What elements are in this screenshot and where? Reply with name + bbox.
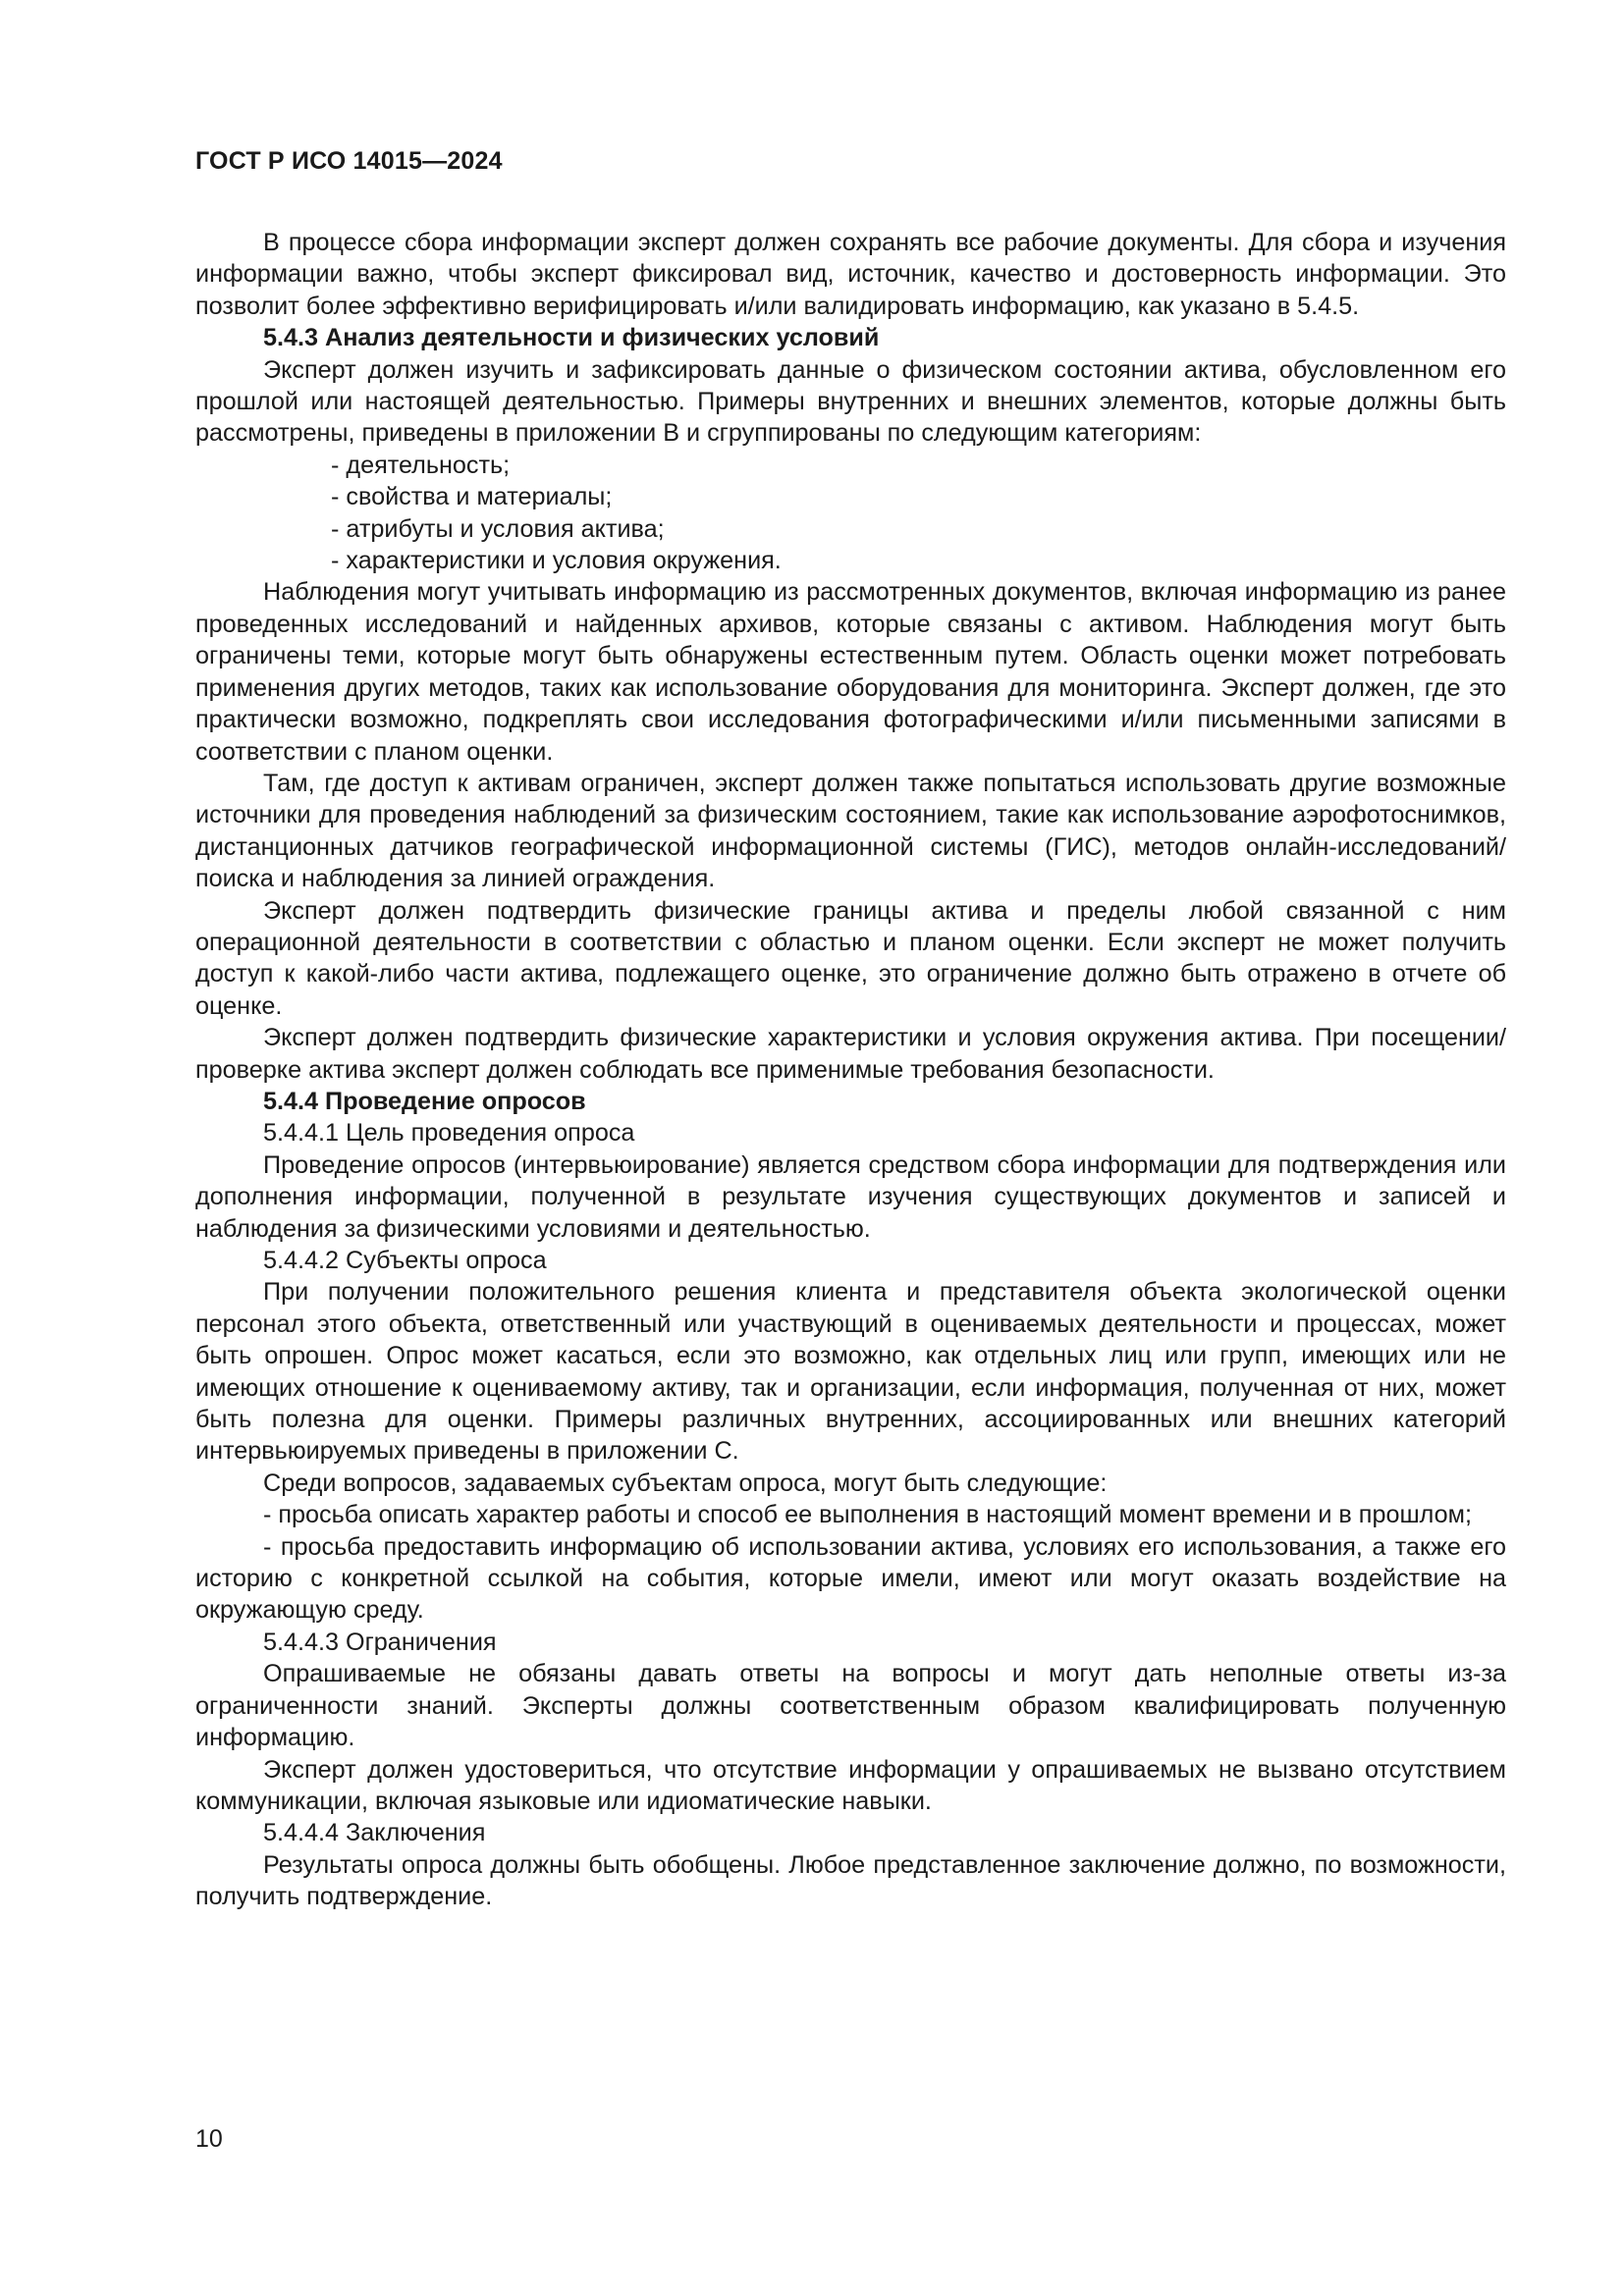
paragraph: Эксперт должен подтвердить физические границы актива и пределы любой связанной с ним операционной деятельности в соответствии с областью и планом оценки. Если эксперт не может получить доступ к какой-либо части актива, подлежащего оценке, это ограничение должно быть отражено в отчете об оценке. [195,896,1506,1020]
list-item: - деятельность; [331,451,511,479]
paragraph: Эксперт должен подтвердить физические характеристики и условия окружения актива. При посещении/проверке актива эксперт должен соблюдать все применимые требования безопасности. [195,1024,1506,1084]
section-heading-5-4-3: 5.4.3 Анализ деятельности и физических условий [263,324,880,352]
list-item: - свойства и материалы; [331,483,613,511]
subsection-heading-5-4-4-1: 5.4.4.1 Цель проведения опроса [263,1119,635,1148]
subsection-heading-5-4-4-2: 5.4.4.2 Субъекты опроса [263,1247,547,1274]
paragraph: Наблюдения могут учитывать информацию из рассмотренных документов, включая информацию из ранее проведенных исследований и найденных архивов, которые связаны с активом. Наблюдения могут быть ограничены теми, которые могут быть обнаружены естественным путем. Область оценки может потребовать применения других методов, таких как использование оборудования для мониторинга. Эксперт должен, где это практически возможно, подкреплять свои исследования фотографическими и/или письменными записями в соответствии с планом оценки. [195,578,1506,766]
paragraph: В процессе сбора информации эксперт должен сохранять все рабочие документы. Для сбора и изучения информации важно, чтобы эксперт фиксировал вид, источник, качество и достоверность информации. Это позволит более эффективно верифицировать и/или валидировать информацию, как указано в 5.4.5. [195,229,1506,320]
paragraph: Эксперт должен изучить и зафиксировать данные о физическом состоянии актива, обусловленном его прошлой или настоящей деятельностью. Примеры внутренних и внешних элементов, которые должны быть рассмотрены, приведены в приложении В и сгруппированы по следующим категориям: [195,355,1506,448]
paragraph: Эксперт должен удостовериться, что отсутствие информации у опрашиваемых не вызвано отсутствием коммуникации, включая языковые или идиоматические навыки. [195,1755,1506,1815]
subsection-heading-5-4-4-3: 5.4.4.3 Ограничения [263,1628,497,1656]
paragraph: Среди вопросов, задаваемых субъектам опроса, могут быть следующие: [263,1468,1108,1497]
paragraph: Опрашиваемые не обязаны давать ответы на вопросы и могут дать неполные ответы из-за ограниченности знаний. Эксперты должны соответственным образом квалифицировать полученную информацию. [195,1660,1506,1752]
list-item: - просьба предоставить информацию об использовании актива, условиях его использования, а также его историю с конкретной ссылкой на события, которые имели, имеют или могут оказать воздействие на окружающую среду. [195,1532,1506,1625]
paragraph: При получении положительного решения клиента и представителя объекта экологической оценки персонал этого объекта, ответственный или участвующий в оцениваемых деятельности и процессах, может быть опрошен. Опрос может касаться, если это возможно, как отдельных лиц или групп, имеющих или не имеющих отношение к оцениваемому активу, так и организации, если информация, полученная от них, может быть полезна для оценки. Примеры различных внутренних, ассоциированных или внешних категорий интервьюируемых приведены в приложении С. [195,1278,1506,1466]
list-item: - атрибуты и условия актива; [331,514,665,543]
subsection-heading-5-4-4-4: 5.4.4.4 Заключения [263,1819,486,1847]
paragraph: Там, где доступ к активам ограничен, эксперт должен также попытаться использовать другие возможные источники для проведения наблюдений за физическим состоянием, такие как использование аэрофотоснимков, дистанционных датчиков географической информационной системы (ГИС), методов онлайн-исследований/поиска и наблюдения за линией ограждения. [195,769,1506,893]
document-body [195,227,1506,1913]
paragraph: Проведение опросов (интервьюирование) является средством сбора информации для подтверждения или дополнения информации, полученной в результате изучения существующих документов и записей и наблюдения за физическими условиями и деятельностью. [195,1150,1506,1243]
list-item: - характеристики и условия окружения. [331,547,782,575]
paragraph: Результаты опроса должны быть обобщены. Любое представленное заключение должно, по возможности, получить подтверждение. [195,1850,1506,1911]
list-item: - просьба описать характер работы и способ ее выполнения в настоящий момент времени и в прошлом; [263,1501,1472,1529]
page-number: 10 [195,2125,223,2153]
document-header: ГОСТ Р ИСО 14015—2024 [195,147,503,175]
section-heading-5-4-4: 5.4.4 Проведение опросов [263,1087,586,1115]
